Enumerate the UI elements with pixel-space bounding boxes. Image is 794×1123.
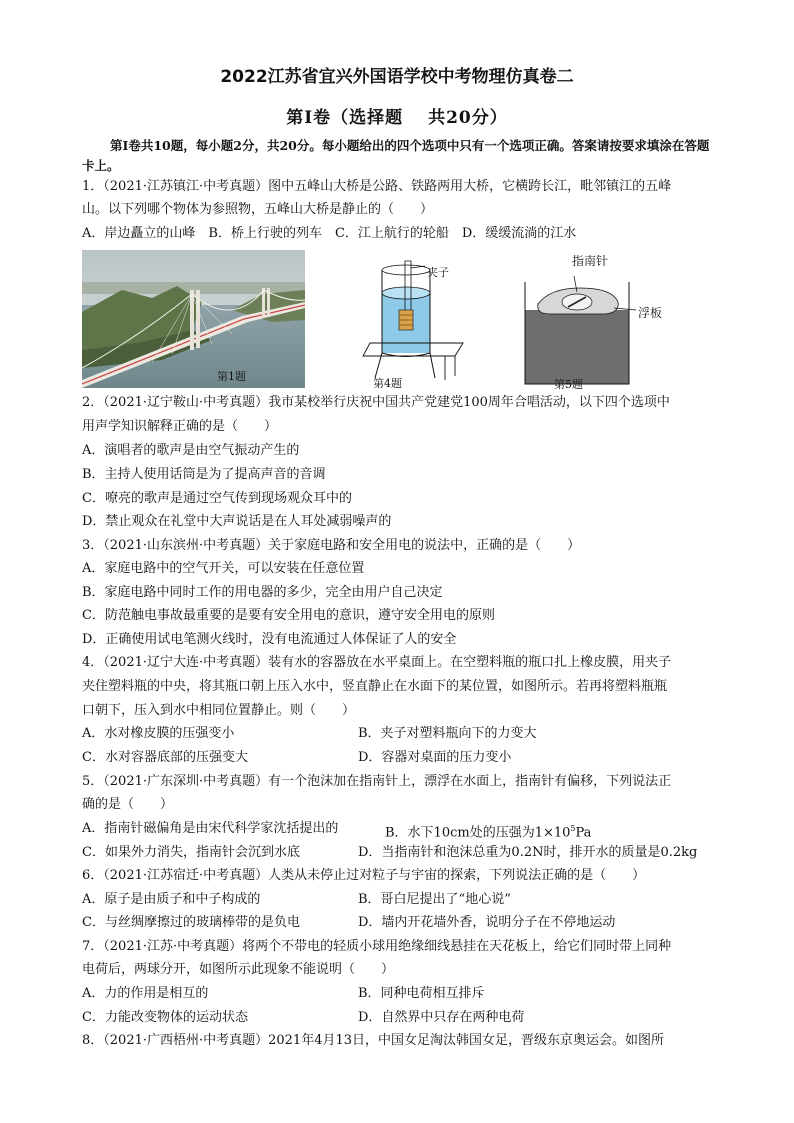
figure-5-compass	[520, 252, 700, 390]
q5-option-b-exponent: 5	[570, 824, 576, 833]
q4-option-a: A．水对橡皮膜的压强变小	[82, 726, 235, 741]
q7-option-d: D．自然界中只存在两种电荷	[358, 1010, 525, 1025]
q2-option-c: C．嘹亮的歌声是通过空气传到现场观众耳中的	[82, 491, 352, 506]
section-instructions: 第Ⅰ卷共10题，每小题2分，共20分。每小题给出的四个选项中只有一个选项正确。答案请按要求填涂在答题卡上。	[82, 138, 710, 173]
figure-5-board-label: 浮板	[638, 306, 663, 320]
q5-option-c: C．如果外力消失，指南针会沉到水底	[82, 845, 300, 860]
q1-stem-line2: 山。以下列哪个物体为参照物，五峰山大桥是静止的（ ）	[82, 202, 434, 217]
q7-stem-line2: 电荷后，两球分开，如图所示此现象不能说明（ ）	[82, 962, 395, 977]
q1-stem-line1: 1．（2021·江苏镇江·中考真题）图中五峰山大桥是公路、铁路两用大桥，它横跨长江，毗邻镇江的五峰	[82, 179, 672, 194]
q3-option-b: B．家庭电路中同时工作的用电器的多少，完全由用户自己决定	[82, 585, 443, 600]
q4-stem-line1: 4．（2021·辽宁大连·中考真题）装有水的容器放在水平桌面上。在空塑料瓶的瓶口扎上橡皮膜，用夹子	[82, 655, 672, 670]
figure-5-caption: 第5题	[554, 378, 583, 391]
q4-stem-line2: 夹住塑料瓶的中央，将其瓶口朝上压入水中，竖直静止在水面下的某位置，如图所示。若再将塑料瓶瓶	[82, 679, 668, 694]
q2-option-d: D．禁止观众在礼堂中大声说话是在人耳处减弱噪声的	[82, 514, 392, 529]
q5-option-d: D．当指南针和泡沫总重为0.2N时，排开水的质量是0.2kg	[358, 845, 698, 860]
q2-stem-line2: 用声学知识解释正确的是（ ）	[82, 419, 278, 434]
q7-option-a: A．力的作用是相互的	[82, 986, 209, 1001]
q3-stem: 3．（2021·山东滨州·中考真题）关于家庭电路和安全用电的说法中，正确的是（ ）	[82, 538, 581, 553]
compass-diagram	[520, 252, 700, 390]
q8-stem-line1: 8．（2021·广西梧州·中考真题）2021年4月13日，中国女足淘汰韩国女足，晋级东京奥运会。如图所	[82, 1033, 665, 1048]
q6-option-d: D．墙内开花墙外香，说明分子在不停地运动	[358, 915, 616, 930]
q5-stem-line1: 5．（2021·广东深圳·中考真题）有一个泡沫加在指南针上，漂浮在水面上，指南针有偏移，下列说法正	[82, 774, 672, 789]
figure-1-caption: 第1题	[217, 370, 246, 383]
q6-option-b: B．哥白尼提出了“地心说”	[358, 892, 511, 907]
q6-option-c: C．与丝绸摩擦过的玻璃棒带的是负电	[82, 915, 300, 930]
q4-option-c: C．水对容器底部的压强变大	[82, 750, 248, 765]
q4-option-d: D．容器对桌面的压力变小	[358, 750, 512, 765]
figure-4-clip-label: 夹子	[427, 266, 449, 279]
q2-option-b: B．主持人使用话筒是为了提高声音的音调	[82, 467, 326, 482]
q5-option-b-unit: Pa	[575, 825, 592, 841]
q3-option-d: D．正确使用试电笔测火线时，没有电流通过人体保证了人的安全	[82, 632, 457, 647]
q7-stem-line1: 7．（2021·江苏·中考真题）将两个不带电的轻质小球用绝缘细线悬挂在天花板上，给它们同时带上同种	[82, 939, 672, 954]
q4-option-b: B．夹子对塑料瓶向下的力变大	[358, 726, 537, 741]
q5-option-a: A．指南针磁偏角是由宋代科学家沈括提出的	[82, 821, 339, 836]
q3-option-c: C．防范触电事故最重要的是要有安全用电的意识，遵守安全用电的原则	[82, 608, 495, 623]
q6-option-a: A．原子是由质子和中子构成的	[82, 892, 261, 907]
bridge-photo-illustration	[82, 250, 305, 388]
q2-stem-line1: 2．（2021·辽宁鞍山·中考真题）我市某校举行庆祝中国共产党建党100周年合唱活动，以下四个选项中	[82, 395, 670, 410]
figure-5-compass-label: 指南针	[572, 254, 609, 268]
q3-option-a: A．家庭电路中的空气开关，可以安装在任意位置	[82, 561, 365, 576]
container-diagram	[355, 258, 475, 390]
page-title: 2022江苏省宜兴外国语学校中考物理仿真卷二	[220, 67, 574, 87]
q1-options: A．岸边矗立的山峰 B．桥上行驶的列车 C．江上航行的轮船 D．缓缓流淌的江水	[82, 226, 577, 241]
figure-4-caption: 第4题	[373, 377, 402, 390]
figure-1-bridge-photo	[82, 250, 305, 388]
q6-stem: 6．（2021·江苏宿迁·中考真题）人类从未停止过对粒子与宇宙的探索，下列说法正确的是（ ）	[82, 868, 646, 883]
q5-option-b-text: B．水下10cm处的压强为1×10	[385, 825, 571, 841]
q7-option-b: B．同种电荷相互排斥	[358, 986, 485, 1001]
q4-stem-line3: 口朝下，压入到水中相同位置静止。则（ ）	[82, 703, 356, 718]
q5-option-b	[385, 820, 591, 842]
q5-stem-line2: 确的是（ ）	[82, 797, 174, 812]
q7-option-c: C．力能改变物体的运动状态	[82, 1010, 248, 1025]
section-title: 第Ⅰ卷（选择题 共20分）	[286, 108, 508, 128]
q2-option-a: A．演唱者的歌声是由空气振动产生的	[82, 443, 300, 458]
figure-4-container	[355, 258, 475, 390]
